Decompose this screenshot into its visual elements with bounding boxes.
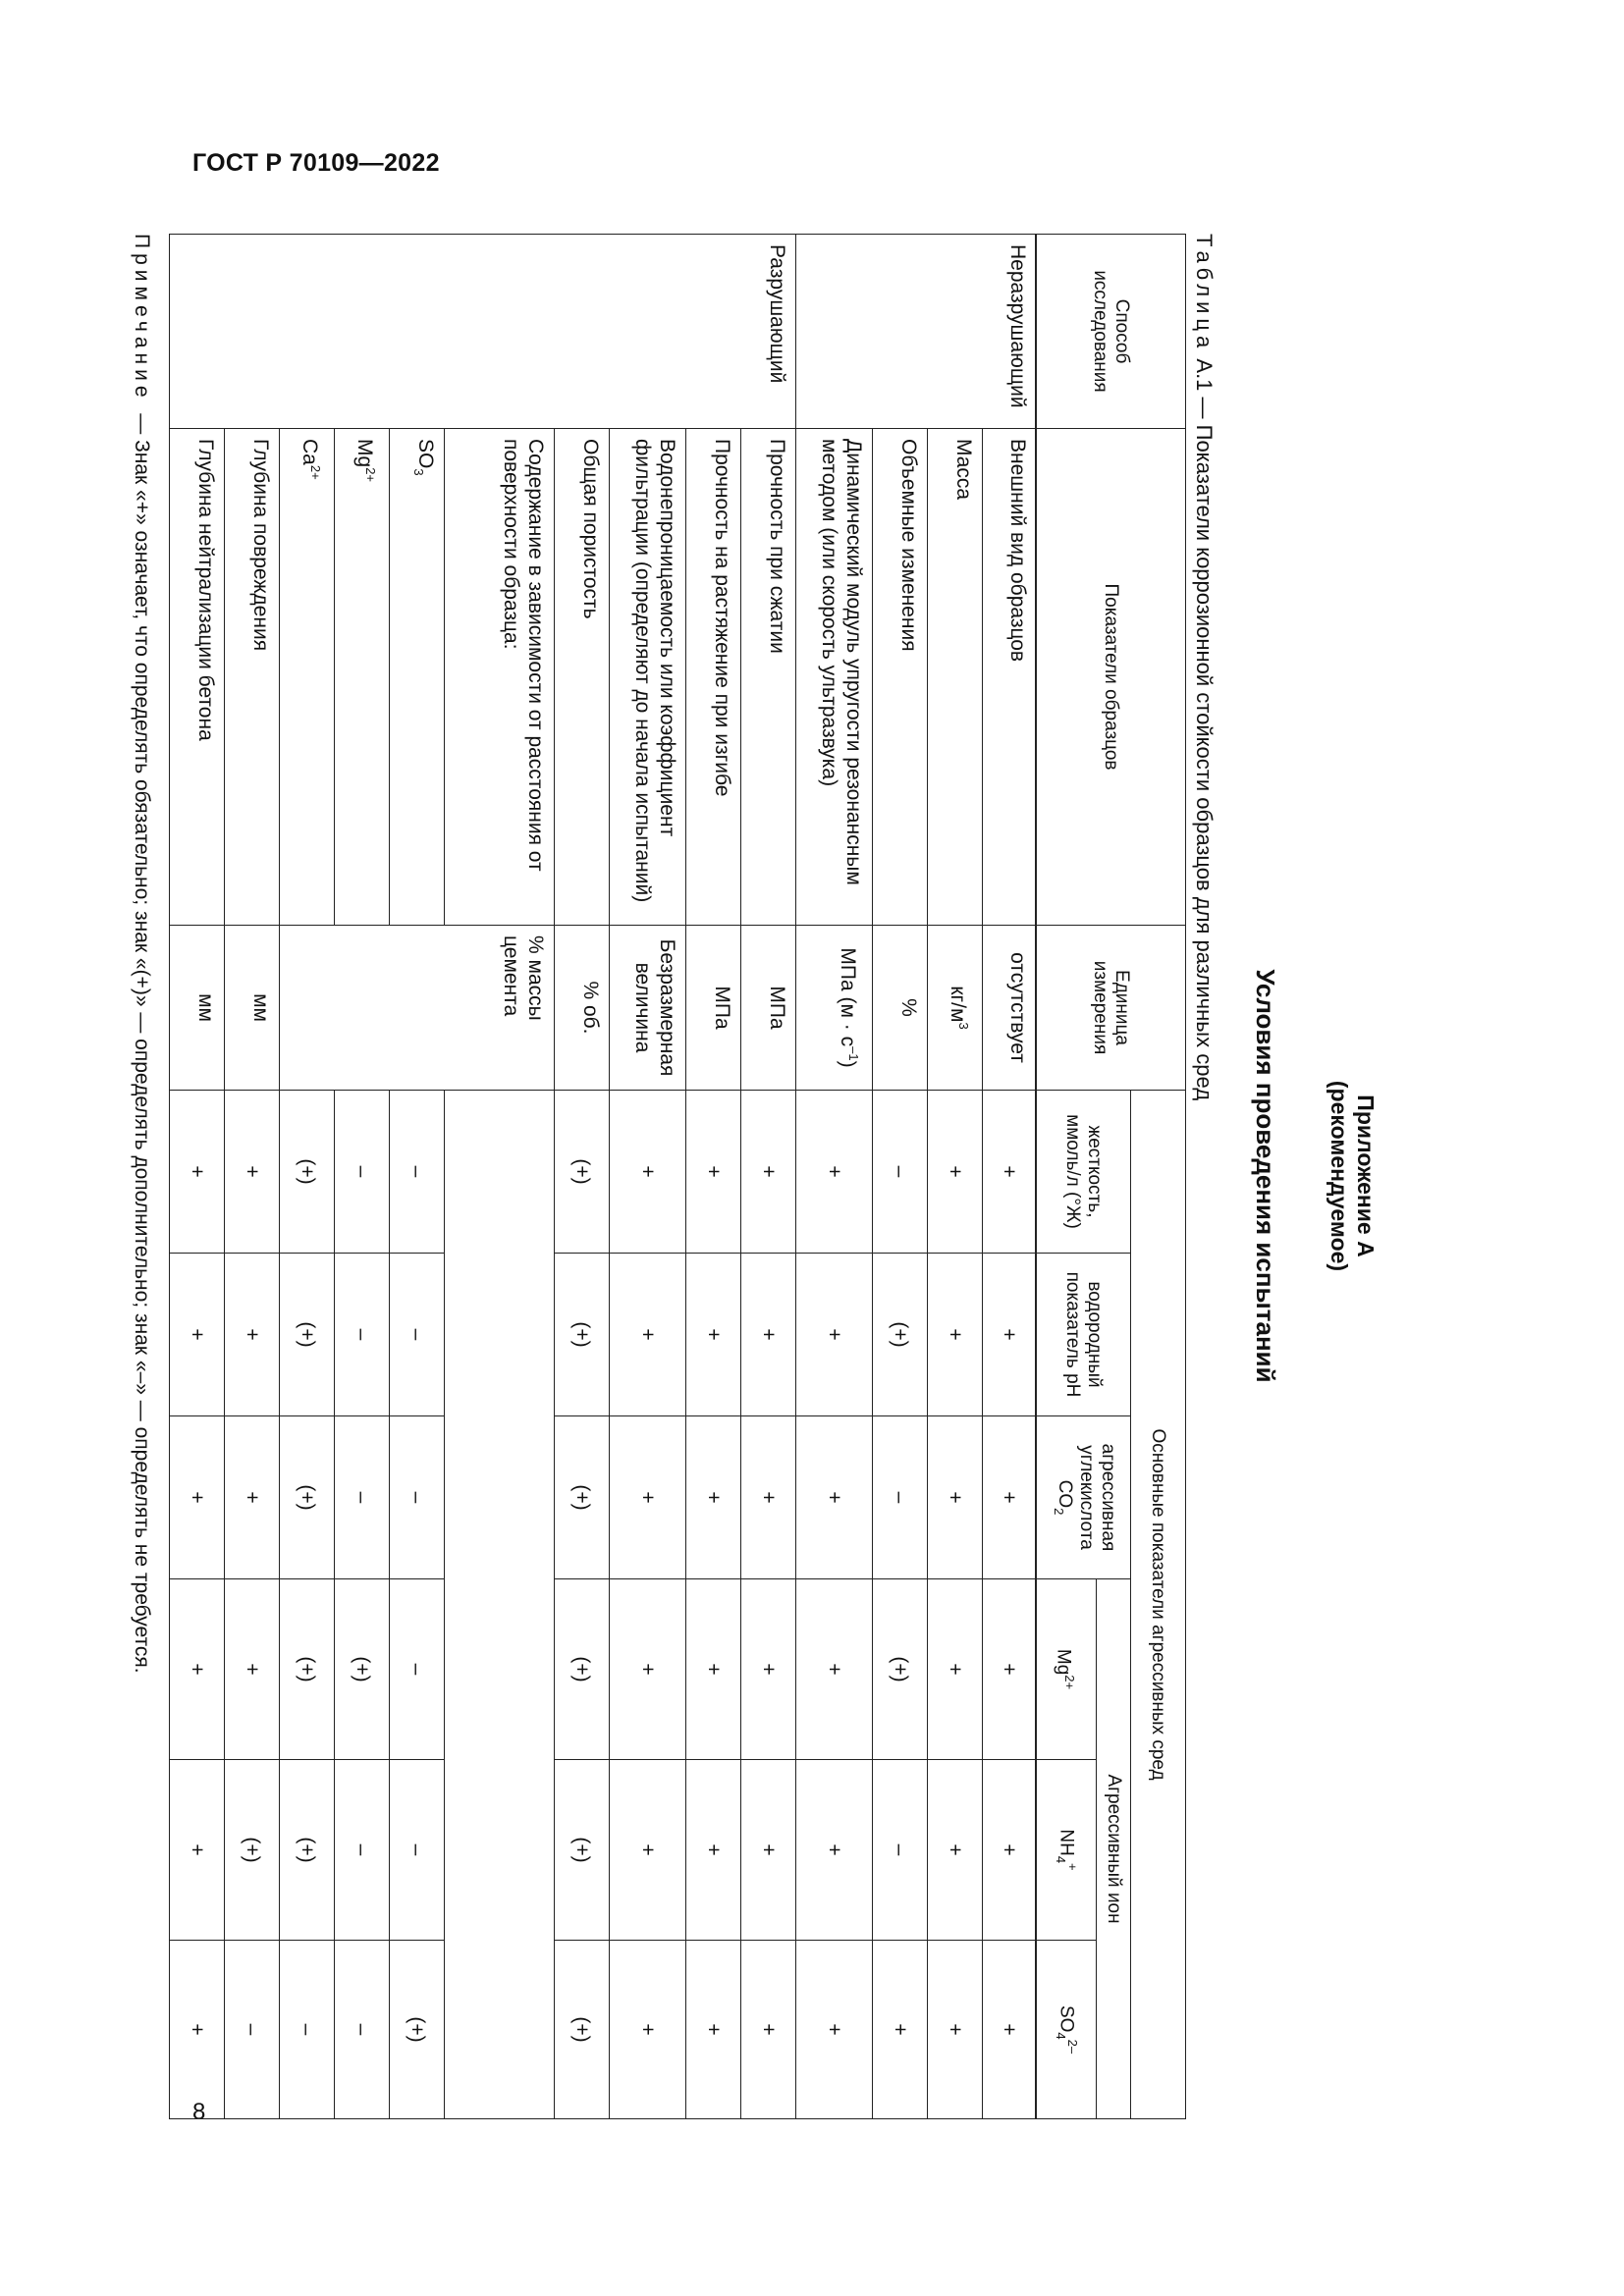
value-cell: – — [335, 1416, 390, 1579]
value-cell: – — [390, 1091, 445, 1254]
value-cell: + — [741, 1091, 796, 1254]
value-cell: + — [928, 1416, 983, 1579]
unit-text: кг/м — [947, 986, 969, 1023]
value-cell: + — [170, 1254, 225, 1416]
note-text: — Знак «+» означает, что определять обязательно; знак «(+)» — определять дополнительно; знак «–» — определять не требуется. — [131, 413, 153, 1674]
table-row — [873, 235, 928, 2119]
value-cell: + — [741, 1941, 796, 2119]
value-cell: (+) — [390, 1941, 445, 2119]
indicator-sub: 3 — [410, 468, 426, 476]
value-cell: + — [170, 1760, 225, 1941]
value-cell: (+) — [335, 1579, 390, 1760]
value-cell: + — [796, 1091, 873, 1254]
table-row — [225, 235, 280, 2119]
unit-cell — [928, 926, 983, 1091]
unit-text: Безразмерная величина — [631, 938, 678, 1077]
value-cell: + — [610, 1579, 686, 1760]
header-mg — [1036, 1579, 1097, 1760]
table-row — [390, 235, 445, 2119]
header-unit: Единица измерения — [1036, 926, 1186, 1091]
indicator-name: Глубина нейтрализации бетона — [194, 439, 217, 741]
value-cell: + — [741, 1416, 796, 1579]
value-cell: + — [796, 1941, 873, 2119]
value-cell: (+) — [280, 1416, 335, 1579]
indicator-name: Содержание в зависимости от расстояния от поверхности образца: — [500, 439, 547, 872]
co2-sub: 2 — [1052, 1508, 1067, 1516]
table-row — [741, 235, 796, 2119]
unit-text: МПа — [766, 986, 788, 1030]
unit-sup: –1 — [846, 1046, 861, 1061]
so-sub: 4 — [1053, 2032, 1068, 2040]
value-cell: – — [873, 1091, 928, 1254]
value-cell: + — [686, 1416, 741, 1579]
value-cell: (+) — [280, 1579, 335, 1760]
indicator-name: Ca — [298, 439, 321, 465]
indicator-cell — [796, 429, 873, 926]
table-row — [928, 235, 983, 2119]
value-cell: + — [741, 1579, 796, 1760]
value-cell: + — [686, 1760, 741, 1941]
value-cell: + — [170, 1579, 225, 1760]
mg-base: Mg — [1053, 1648, 1074, 1676]
value-cell: – — [390, 1416, 445, 1579]
value-cell: + — [983, 1760, 1037, 1941]
value-cell: + — [610, 1416, 686, 1579]
value-cell: (+) — [555, 1254, 610, 1416]
value-cell: + — [873, 1941, 928, 2119]
value-cell: + — [796, 1416, 873, 1579]
unit-cell — [225, 926, 280, 1091]
unit-cell — [741, 926, 796, 1091]
value-cell: + — [686, 1579, 741, 1760]
indicator-name: Mg — [353, 439, 376, 468]
so-base: SO — [1056, 2004, 1077, 2033]
value-cell: – — [280, 1941, 335, 2119]
unit-text: мм — [194, 993, 217, 1022]
value-cell: – — [873, 1416, 928, 1579]
value-cell: + — [686, 1254, 741, 1416]
value-cell: (+) — [280, 1091, 335, 1254]
value-cell: + — [983, 1941, 1037, 2119]
value-cell: + — [170, 1091, 225, 1254]
unit-text: МПа (м · с — [837, 947, 859, 1047]
header-row-1 — [1131, 235, 1186, 2119]
unit-text: мм — [249, 993, 272, 1022]
unit-cell — [796, 926, 873, 1091]
value-cell: + — [686, 1941, 741, 2119]
table-row — [796, 235, 873, 2119]
indicator-cell — [873, 429, 928, 926]
unit-text: % об. — [579, 981, 602, 1035]
indicator-name: SO — [414, 439, 437, 469]
header-method: Способ исследования — [1036, 235, 1186, 429]
value-cell: + — [983, 1254, 1037, 1416]
header-co2-formula — [1048, 1426, 1075, 1569]
table-row — [686, 235, 741, 2119]
unit-cell — [983, 926, 1037, 1091]
caption-prefix: Таблица — [1192, 234, 1217, 353]
value-cell: + — [983, 1416, 1037, 1579]
indicator-cell — [610, 429, 686, 926]
indicator-name: Внешний вид образцов — [1006, 439, 1029, 663]
value-cell: (+) — [555, 1579, 610, 1760]
table-caption — [1191, 234, 1217, 2118]
page-number: 8 — [192, 2099, 206, 2125]
document-header: ГОСТ Р 70109—2022 — [192, 149, 440, 177]
header-indicator: Показатели образцов — [1036, 429, 1186, 926]
unit-cell — [873, 926, 928, 1091]
value-merged — [445, 1091, 555, 2119]
value-cell: + — [741, 1760, 796, 1941]
unit-cell — [610, 926, 686, 1091]
indicator-cell — [741, 429, 796, 926]
value-cell: + — [610, 1760, 686, 1941]
value-cell: + — [170, 1941, 225, 2119]
value-cell: + — [225, 1579, 280, 1760]
value-cell: + — [610, 1091, 686, 1254]
indicator-name: Водонепроницаемость или коэффициент фильтрации (определяют до начала испытаний) — [631, 439, 678, 903]
value-cell: – — [873, 1760, 928, 1941]
table-row — [445, 235, 555, 2119]
table-row — [280, 235, 335, 2119]
corrosion-table — [1035, 234, 1186, 2119]
value-cell: + — [741, 1254, 796, 1416]
table-row — [610, 235, 686, 2119]
method-destructive: Разрушающий — [170, 235, 796, 429]
indicator-sup: 2+ — [363, 467, 378, 483]
value-cell: (+) — [555, 1760, 610, 1941]
table-row — [170, 235, 225, 2119]
header-hardness: жесткость, ммоль/л (°Ж) — [1036, 1091, 1131, 1254]
method-nondestructive: Неразрушающий — [796, 235, 1037, 429]
rotated-content — [131, 234, 1379, 2118]
indicator-name: Объемные изменения — [897, 439, 920, 652]
unit-tail: ) — [837, 1060, 859, 1068]
indicator-cell — [280, 429, 335, 926]
unit-cell — [686, 926, 741, 1091]
value-cell: (+) — [873, 1579, 928, 1760]
header-so4 — [1036, 1941, 1097, 2119]
mg-sup: 2+ — [1061, 1675, 1077, 1690]
value-cell: + — [610, 1254, 686, 1416]
header-co2 — [1036, 1416, 1131, 1579]
header-ph: водородный показатель pH — [1036, 1254, 1131, 1416]
value-cell: + — [225, 1254, 280, 1416]
caption-text: А.1 — Показатели коррозионной стойкости образцов для различных сред — [1192, 358, 1217, 1101]
appendix-subtitle: (рекомендуемое) — [1326, 1080, 1352, 1272]
value-cell: – — [335, 1760, 390, 1941]
table-row — [555, 235, 610, 2119]
value-cell: (+) — [225, 1760, 280, 1941]
value-cell: – — [390, 1254, 445, 1416]
unit-cell: % массы цемента — [280, 926, 555, 1091]
appendix-heading — [1326, 234, 1379, 2118]
indicator-cell — [555, 429, 610, 926]
note-prefix: Примечание — [131, 234, 153, 402]
indicator-name: Динамический модуль упругости резонансным методом (или скорость ультразвука) — [818, 439, 865, 885]
table-row — [983, 235, 1037, 2119]
indicator-cell — [445, 429, 555, 926]
nh-sub: 4 — [1053, 1855, 1068, 1864]
indicator-cell — [170, 429, 225, 926]
indicator-sup: 2+ — [308, 464, 323, 480]
value-cell: + — [928, 1091, 983, 1254]
table-note — [130, 234, 153, 2118]
value-cell: + — [796, 1579, 873, 1760]
value-cell: – — [225, 1941, 280, 2119]
value-cell: + — [928, 1579, 983, 1760]
header-main: Основные показатели агрессивных сред — [1131, 1091, 1186, 2119]
value-cell: (+) — [555, 1091, 610, 1254]
value-cell: (+) — [280, 1254, 335, 1416]
value-cell: – — [335, 1941, 390, 2119]
section-title: Условия проведения испытаний — [1251, 969, 1280, 1383]
value-cell: + — [796, 1254, 873, 1416]
indicator-cell — [983, 429, 1037, 926]
value-cell: – — [390, 1579, 445, 1760]
value-cell: + — [983, 1579, 1037, 1760]
unit-text: МПа — [711, 986, 733, 1030]
value-cell: + — [928, 1254, 983, 1416]
unit-cell — [170, 926, 225, 1091]
indicator-cell — [686, 429, 741, 926]
indicator-name: Общая пористость — [579, 439, 602, 619]
value-cell: + — [170, 1416, 225, 1579]
indicator-cell — [928, 429, 983, 926]
value-cell: (+) — [873, 1254, 928, 1416]
indicator-cell — [335, 429, 390, 926]
unit-sup: 3 — [956, 1022, 971, 1030]
value-cell: – — [390, 1760, 445, 1941]
value-cell: + — [983, 1091, 1037, 1254]
value-cell: + — [610, 1941, 686, 2119]
nh-sup: + — [1064, 1863, 1080, 1871]
unit-cell — [555, 926, 610, 1091]
header-ion: Агрессивный ион — [1097, 1579, 1131, 2119]
nh-base: NH — [1056, 1829, 1077, 1856]
corrosion-table-body — [169, 234, 1037, 2119]
indicator-name: Глубина повреждения — [249, 439, 272, 652]
table-row — [335, 235, 390, 2119]
header-co2-label: агрессивная углекислота — [1075, 1443, 1118, 1552]
value-cell: (+) — [280, 1760, 335, 1941]
value-cell: + — [928, 1941, 983, 2119]
value-cell: + — [796, 1760, 873, 1941]
header-nh4 — [1036, 1760, 1097, 1941]
value-cell: + — [225, 1091, 280, 1254]
so-sup: 2– — [1064, 2039, 1080, 2055]
unit-text: % — [897, 998, 920, 1017]
value-cell: (+) — [555, 1941, 610, 2119]
co2-base: CO — [1054, 1479, 1075, 1509]
value-cell: + — [686, 1091, 741, 1254]
indicator-cell — [390, 429, 445, 926]
value-cell: + — [928, 1760, 983, 1941]
indicator-name: Прочность на растяжение при изгибе — [711, 439, 733, 797]
appendix-title: Приложение А — [1353, 1095, 1379, 1257]
unit-text: отсутствует — [1006, 952, 1029, 1063]
value-cell: – — [335, 1254, 390, 1416]
value-cell: + — [225, 1416, 280, 1579]
indicator-name: Прочность при сжатии — [766, 439, 788, 654]
indicator-name: Масса — [952, 439, 975, 501]
indicator-cell — [225, 429, 280, 926]
value-cell: – — [335, 1091, 390, 1254]
value-cell: (+) — [555, 1416, 610, 1579]
